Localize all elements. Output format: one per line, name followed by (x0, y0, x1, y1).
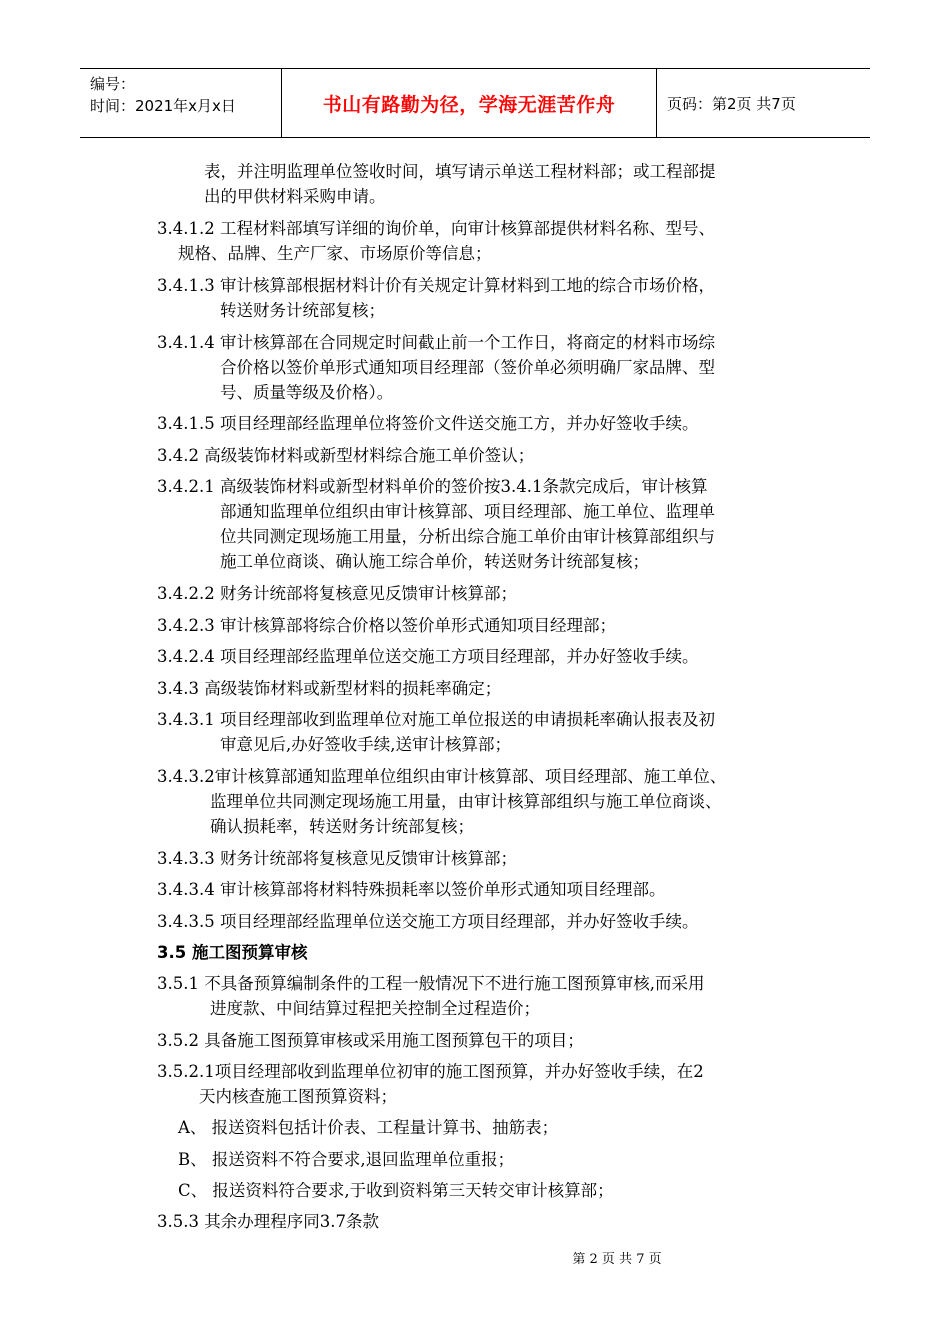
body-line: 3.4.2.1 高级装饰材料或新型材料单价的签价按3.4.1条款完成后，审计核算 (157, 477, 708, 496)
body-line: 3.4.2.3 审计核算部将综合价格以签价单形式通知项目经理部； (157, 616, 616, 635)
body-line: 3.5.3 其余办理程序同3.7条款 (157, 1212, 379, 1231)
header-motto: 书山有路勤为径，学海无涯苦作舟 (322, 93, 616, 116)
body-line: 表，并注明监理单位签收时间，填写请示单送工程材料部；或工程部提 (204, 162, 716, 181)
body-line: 审意见后,办好签收手续,送审计核算部； (220, 735, 511, 754)
body-line: 3.5.2.1项目经理部收到监理单位初审的施工图预算，并办好签收手续，在2 (157, 1062, 704, 1081)
body-line: 3.4.3.5 项目经理部经监理单位送交施工方项目经理部，并办好签收手续。 (157, 912, 699, 931)
section-heading: 3.5 施工图预算审核 (157, 943, 308, 962)
list-item: A、 报送资料包括计价表、工程量计算书、抽筋表； (178, 1118, 559, 1137)
body-line: 合价格以签价单形式通知项目经理部（签价单必须明确厂家品牌、型 (220, 358, 715, 377)
body-line: 3.4.3.1 项目经理部收到监理单位对施工单位报送的申请损耗率确认报表及初 (157, 710, 715, 729)
body-line: 进度款、中间结算过程把关控制全过程造价； (210, 999, 540, 1018)
body-line: 3.4.3.2审计核算部通知监理单位组织由审计核算部、项目经理部、施工单位、 (157, 767, 727, 786)
body-line: 3.4.1.4 审计核算部在合同规定时间截止前一个工作日，将商定的材料市场综 (157, 333, 715, 352)
body-line: 3.4.2 高级装饰材料或新型材料综合施工单价签认； (157, 446, 535, 465)
body-line: 规格、品牌、生产厂家、市场原价等信息； (178, 244, 492, 263)
body-line: 3.4.1.5 项目经理部经监理单位将签价文件送交施工方，并办好签收手续。 (157, 414, 699, 433)
body-line: 天内核查施工图预算资料； (199, 1087, 397, 1106)
list-item: B、 报送资料不符合要求,退回监理单位重报； (178, 1150, 515, 1169)
body-line: 号、质量等级及价格）。 (220, 383, 394, 402)
document-date-label: 时间：2021年x月x日 (90, 97, 236, 115)
body-line: 3.4.3 高级装饰材料或新型材料的损耗率确定； (157, 679, 502, 698)
footer-page-number: 第 2 页 共 7 页 (572, 1252, 662, 1267)
body-line: 3.5.1 不具备预算编制条件的工程一般情况下不进行施工图预算审核,而采用 (157, 974, 705, 993)
list-item: C、 报送资料符合要求,于收到资料第三天转交审计核算部； (178, 1181, 614, 1200)
body-line: 3.4.2.4 项目经理部经监理单位送交施工方项目经理部，并办好签收手续。 (157, 647, 699, 666)
page-footer (0, 1248, 950, 1267)
document-number-label: 编号： (90, 75, 136, 93)
body-line: 3.4.3.3 财务计统部将复核意见反馈审计核算部； (157, 849, 517, 868)
body-line: 部通知监理单位组织由审计核算部、项目经理部、施工单位、监理单 (220, 502, 715, 521)
body-line: 出的甲供材料采购申请。 (204, 187, 386, 206)
body-line: 3.4.3.4 审计核算部将材料特殊损耗率以签价单形式通知项目经理部。 (157, 880, 666, 899)
body-line: 确认损耗率，转送财务计统部复核； (210, 817, 474, 836)
body-line: 3.4.2.2 财务计统部将复核意见反馈审计核算部； (157, 584, 517, 603)
body-line: 施工单位商谈、确认施工综合单价，转送财务计统部复核； (220, 552, 649, 571)
body-line: 位共同测定现场施工用量，分析出综合施工单价由审计核算部组织与 (220, 527, 715, 546)
body-line: 3.5.2 具备施工图预算审核或采用施工图预算包干的项目； (157, 1031, 584, 1050)
body-line: 3.4.1.2 工程材料部填写详细的询价单，向审计核算部提供材料名称、型号、 (157, 219, 715, 238)
header-page-number: 页码：第2页 共7页 (667, 94, 796, 113)
body-line: 3.4.1.3 审计核算部根据材料计价有关规定计算材料到工地的综合市场价格， (157, 276, 715, 295)
body-line: 转送财务计统部复核； (220, 301, 385, 320)
body-line: 监理单位共同测定现场施工用量，由审计核算部组织与施工单位商谈、 (210, 792, 722, 811)
